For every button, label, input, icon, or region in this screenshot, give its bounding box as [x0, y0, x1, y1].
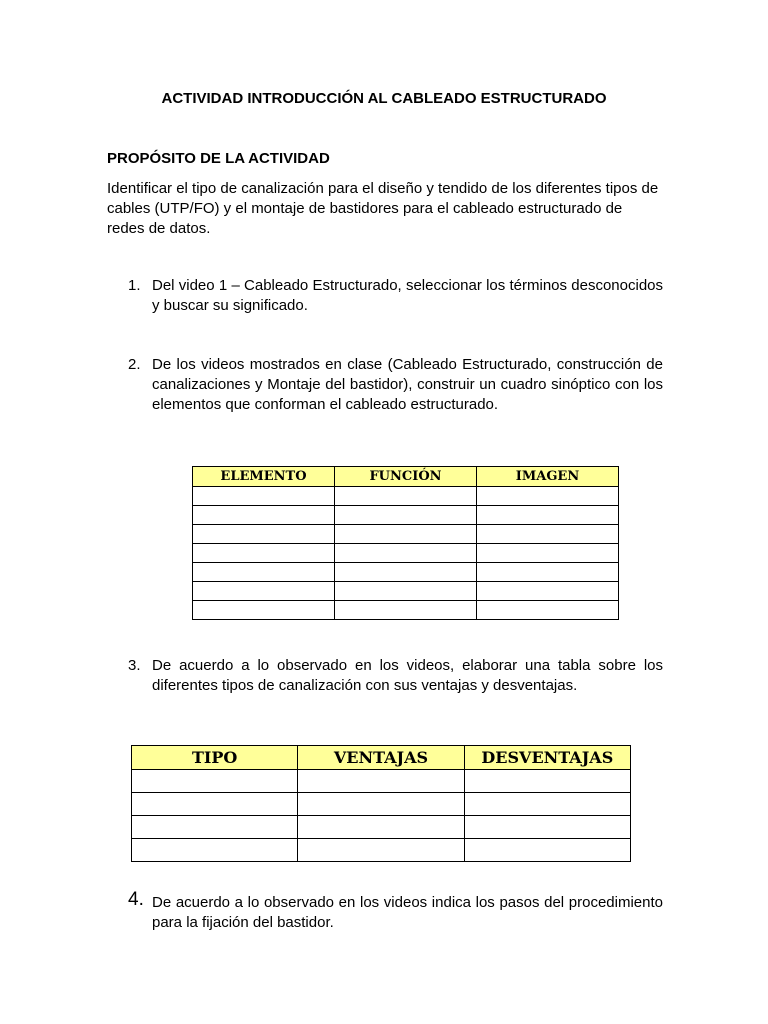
item-text: De acuerdo a lo observado en los videos indica los pasos del procedimiento para la fijación del bastidor. [152, 894, 663, 931]
item-text: De acuerdo a lo observado en los videos, elaborar una tabla sobre los diferentes tipos de canalización con sus ventajas y desventajas. [152, 657, 663, 694]
table-cell [298, 839, 464, 862]
table-cell [477, 487, 619, 506]
table-cell [193, 563, 335, 582]
table-cell [193, 544, 335, 563]
activity-item-1 [128, 276, 663, 316]
table-cell [335, 506, 477, 525]
table-row [193, 544, 619, 563]
table-cell [193, 525, 335, 544]
header-imagen: IMAGEN [477, 467, 619, 487]
table-cell [193, 601, 335, 620]
activity-item-2 [128, 355, 663, 415]
table-cell [132, 839, 298, 862]
table-cell [132, 793, 298, 816]
table-cell [298, 770, 464, 793]
table-cell [477, 563, 619, 582]
header-ventajas: VENTAJAS [298, 746, 464, 770]
table-row [132, 816, 631, 839]
table-cell [298, 816, 464, 839]
table-cell [335, 582, 477, 601]
table-cell [335, 563, 477, 582]
table-cell [193, 506, 335, 525]
table-cell [193, 487, 335, 506]
table-row [193, 525, 619, 544]
item-text: Del video 1 – Cableado Estructurado, seleccionar los términos desconocidos y buscar su significado. [152, 277, 663, 314]
header-desventajas: DESVENTAJAS [464, 746, 630, 770]
elements-table-body [193, 487, 619, 620]
table-row [193, 487, 619, 506]
table-row [132, 770, 631, 793]
table-cell [464, 839, 630, 862]
table-cell [464, 793, 630, 816]
purpose-paragraph: Identificar el tipo de canalización para el diseño y tendido de los diferentes tipos de cables (UTP/FO) y el montaje de bastidores para el cableado estructurado de redes de datos. [107, 180, 659, 237]
table-cell [477, 601, 619, 620]
table-cell [464, 816, 630, 839]
purpose-heading: PROPÓSITO DE LA ACTIVIDAD [107, 150, 330, 167]
table-row [132, 839, 631, 862]
elements-table [192, 466, 619, 620]
table-cell [335, 601, 477, 620]
table-row [193, 563, 619, 582]
table-header-row [193, 467, 619, 487]
table-row [193, 582, 619, 601]
canalization-table-body [132, 770, 631, 862]
table-row [193, 601, 619, 620]
table-header-row [132, 746, 631, 770]
item-number: 1. [128, 277, 141, 294]
table-cell [335, 544, 477, 563]
table-cell [132, 816, 298, 839]
item-text: De los videos mostrados en clase (Cableado Estructurado, construcción de canalizaciones y Montaje del bastidor), construir un cuadro sinóptico con los elementos que conforman el cableado estructurado. [152, 356, 663, 413]
document-title: ACTIVIDAD INTRODUCCIÓN AL CABLEADO ESTRUCTURADO [161, 90, 607, 107]
table-cell [477, 582, 619, 601]
table-cell [298, 793, 464, 816]
item-number: 4. [128, 889, 144, 910]
table-cell [477, 544, 619, 563]
table-cell [335, 487, 477, 506]
table-cell [193, 582, 335, 601]
table-row [193, 506, 619, 525]
header-tipo: TIPO [132, 746, 298, 770]
canalization-table [131, 745, 631, 862]
table-cell [464, 770, 630, 793]
table-cell [477, 525, 619, 544]
table-row [132, 793, 631, 816]
table-cell [132, 770, 298, 793]
activity-item-3 [128, 656, 663, 696]
item-number: 3. [128, 657, 141, 674]
header-funcion: FUNCIÓN [335, 467, 477, 487]
activity-item-4 [128, 889, 663, 933]
table-cell [477, 506, 619, 525]
header-elemento: ELEMENTO [193, 467, 335, 487]
table-cell [335, 525, 477, 544]
item-number: 2. [128, 356, 141, 373]
